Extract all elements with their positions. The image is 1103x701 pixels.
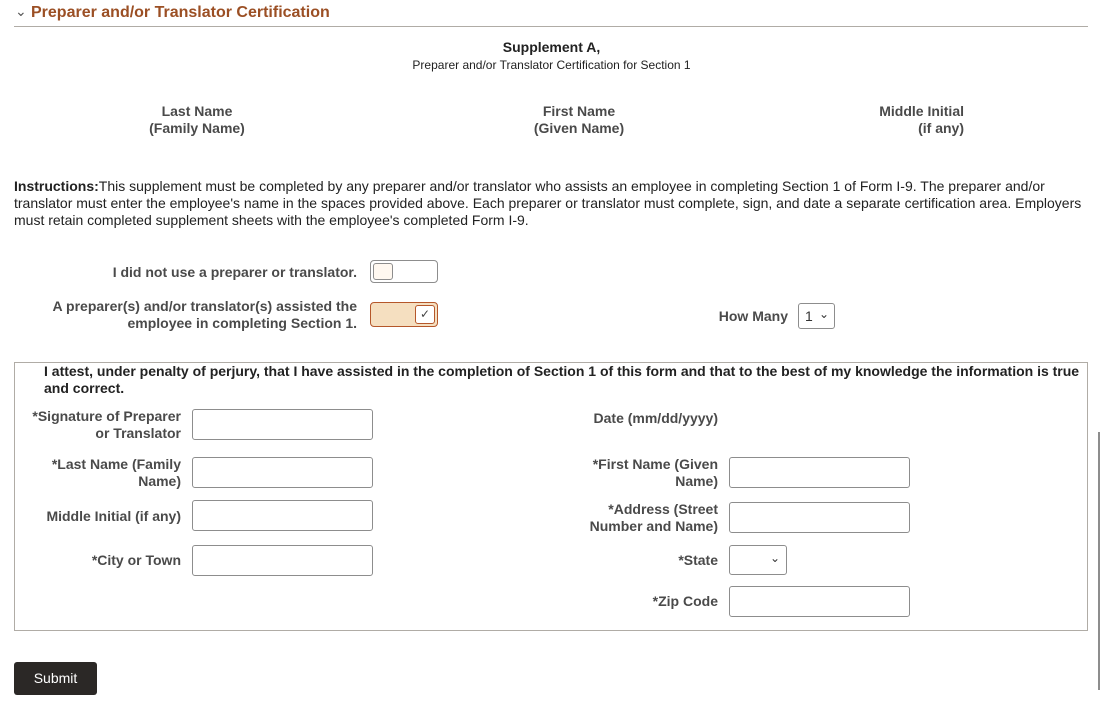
supplement-title: Supplement A,: [502, 39, 601, 55]
assisted-toggle[interactable]: [370, 302, 438, 327]
how-many-label: How Many: [718, 308, 788, 324]
signature-label: *Signature of Preparer or Translator: [32, 408, 181, 441]
signature-input[interactable]: [192, 409, 373, 440]
supplement-subtitle: Preparer and/or Translator Certification for Section 1: [412, 58, 691, 72]
first-name-header: First Name (Given Name): [533, 103, 625, 136]
state-label: *State: [678, 552, 718, 568]
city-input[interactable]: [192, 545, 373, 576]
city-label: *City or Town: [91, 552, 181, 568]
middle-initial-input[interactable]: [192, 500, 373, 531]
middle-initial-label: Middle Initial (if any): [46, 508, 181, 524]
first-name-input[interactable]: [729, 457, 910, 488]
certification-box: [14, 362, 1088, 631]
middle-initial-header: Middle Initial (if any): [879, 103, 964, 136]
first-name-label: *First Name (Given Name): [592, 456, 718, 489]
check-icon: ✓: [415, 305, 435, 324]
zip-input[interactable]: [729, 586, 910, 617]
date-label: Date (mm/dd/yyyy): [593, 410, 718, 426]
assisted-label: A preparer(s) and/or translator(s) assisted the employee in completing Section 1.: [52, 298, 357, 331]
no-preparer-label: I did not use a preparer or translator.: [112, 264, 357, 280]
address-input[interactable]: [729, 502, 910, 533]
zip-label: *Zip Code: [652, 593, 718, 609]
last-name-input[interactable]: [192, 457, 373, 488]
last-name-label: *Last Name (Family Name): [51, 456, 181, 489]
how-many-select[interactable]: 1 ⌄: [798, 303, 835, 329]
section-title[interactable]: Preparer and/or Translator Certification: [31, 4, 330, 21]
attestation-text: I attest, under penalty of perjury, that I have assisted in the completion of Section 1 of this form and that to the best of my knowledge the information is true and correct.: [44, 363, 1080, 396]
last-name-header: Last Name (Family Name): [149, 103, 245, 136]
no-preparer-toggle[interactable]: [370, 260, 438, 283]
scrollbar[interactable]: [1098, 432, 1100, 690]
state-select[interactable]: [729, 545, 787, 575]
chevron-down-icon: ⌄: [818, 307, 829, 321]
address-label: *Address (Street Number and Name): [589, 501, 718, 534]
instructions: Instructions:This supplement must be completed by any preparer and/or translator who assists an employee in completing Section 1 of Form I-9. The preparer and/or translator must enter the employee's name in the spaces provided above. Each preparer or translator must complete, sign, and date a separate certification area. Employers must retain completed supplement sheets with the employee's completed Form I-9.: [14, 178, 1082, 228]
divider: [14, 26, 1088, 27]
chevron-down-icon[interactable]: ⌄: [15, 3, 27, 19]
chevron-down-icon: ⌄: [769, 551, 780, 565]
submit-button[interactable]: Submit: [14, 662, 97, 695]
